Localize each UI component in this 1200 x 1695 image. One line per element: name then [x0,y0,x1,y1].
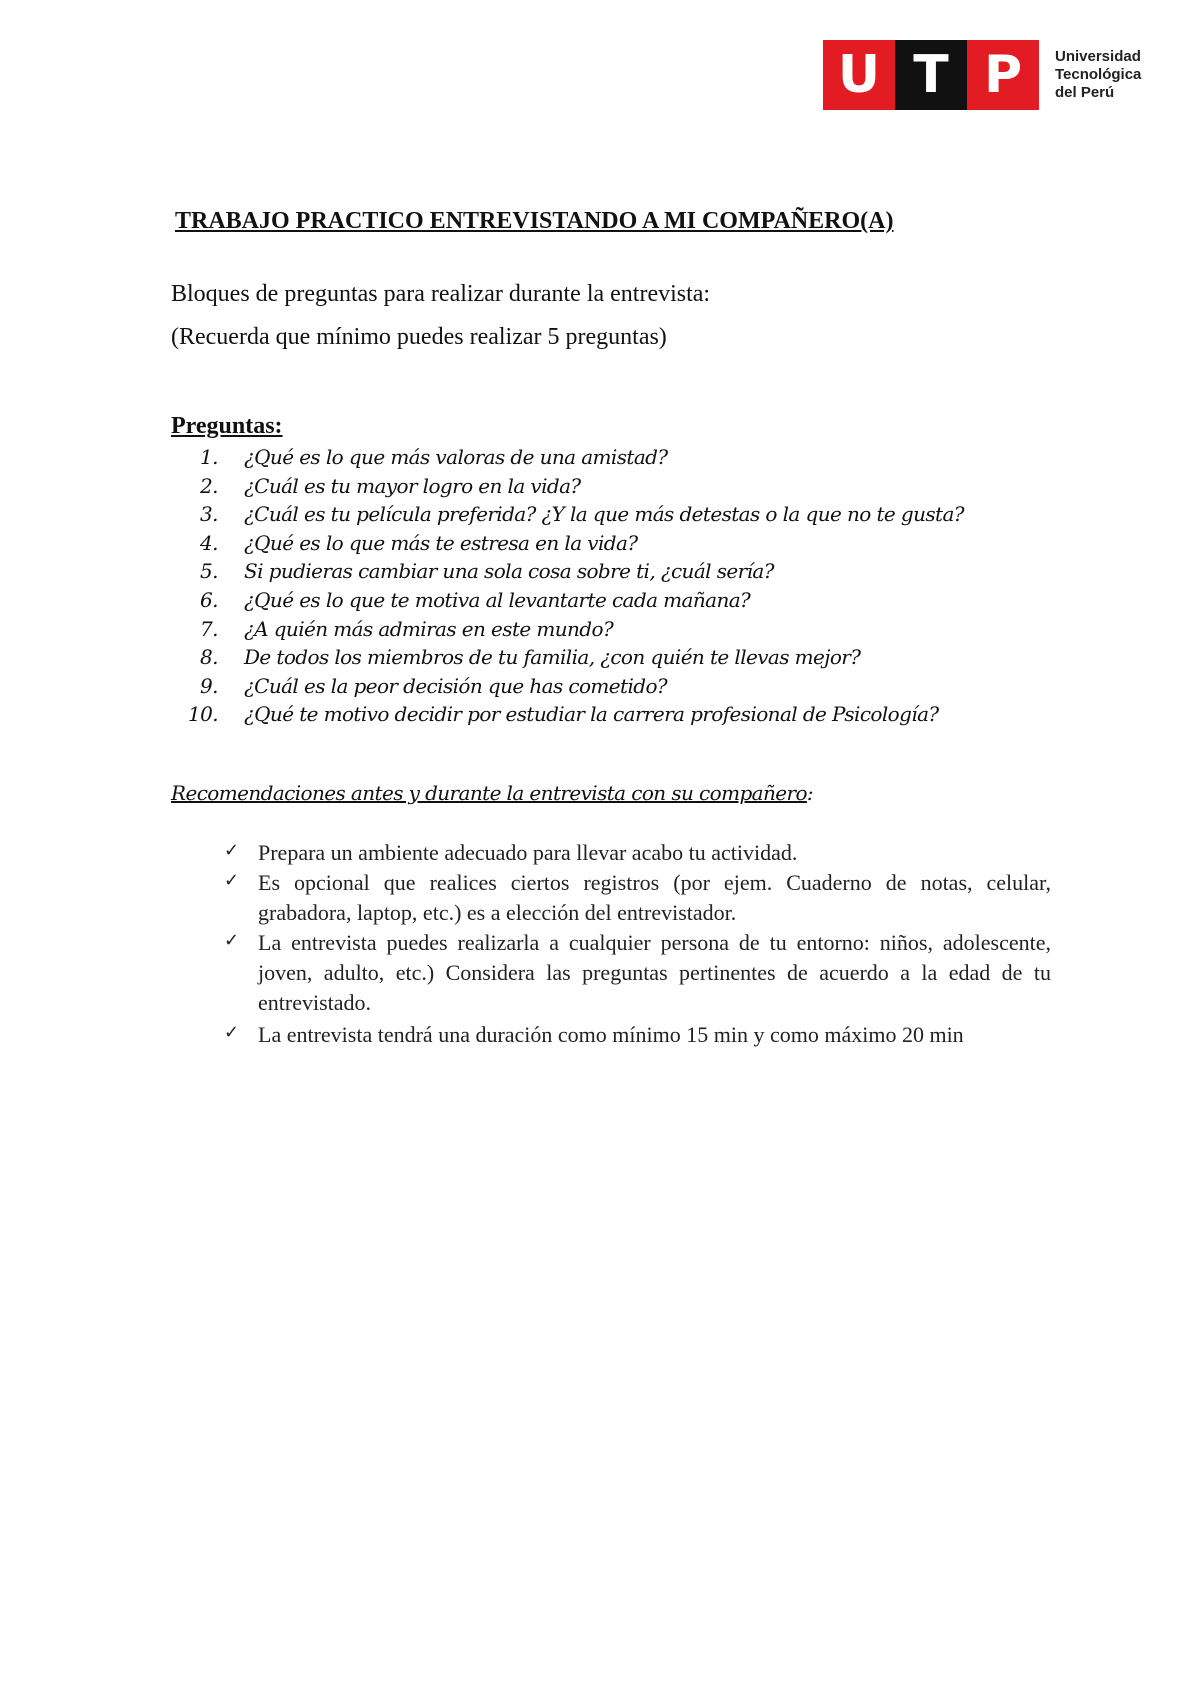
question-number: 7. [200,616,218,641]
logo-letter-u: U [823,40,895,110]
question-number: 10. [188,702,219,727]
checkmark-icon: ✓ [224,870,240,891]
recommendation-text: La entrevista puedes realizarla a cualquier persona de tu entorno: niños, adolescente, joven, adulto, etc.) Considera las preguntas pertinentes de acuerdo a la edad de tu entrevistado. [258,930,1051,1015]
question-number: 4. [200,530,218,555]
question-item [200,443,964,472]
question-text: ¿A quién más admiras en este mundo? [244,616,614,641]
recommendation-item [224,928,1051,1018]
checkmark-icon: ✓ [224,1022,240,1043]
recommendations-list [224,838,1051,1050]
logo-university-name [1055,48,1141,102]
question-text: ¿Qué es lo que más valoras de una amistad? [244,445,668,469]
logo-name-line: Tecnológica [1055,66,1142,83]
question-text: ¿Qué es lo que más te estresa en la vida? [244,530,638,555]
logo-letter-p: P [967,40,1039,110]
question-number: 1. [200,445,218,469]
checkmark-icon: ✓ [224,840,240,861]
question-text: ¿Qué te motivo decidir por estudiar la carrera profesional de Psicología? [244,702,939,727]
question-text: ¿Qué es lo que te motiva al levantarte cada mañana? [244,587,751,612]
recommendation-text: Prepara un ambiente adecuado para llevar acabo tu actividad. [258,840,798,865]
question-item [200,643,964,672]
recommendations-heading [171,781,813,805]
question-item [200,672,964,701]
document-title: TRABAJO PRACTICO ENTREVISTANDO A MI COMPAÑERO(A) [175,208,894,234]
question-text: De todos los miembros de tu familia, ¿con quién te llevas mejor? [244,645,861,670]
recommendation-item [224,1020,1051,1050]
question-item [200,586,964,615]
question-item [188,700,964,729]
recommendation-text: Es opcional que realices ciertos registros (por ejem. Cuaderno de notas, celular, grabadora, laptop, etc.) es a elección del entrevistador. [258,870,1051,925]
questions-heading: Preguntas: [171,413,283,439]
logo-name-line: Universidad [1055,48,1141,65]
question-item [200,529,964,558]
question-item [200,472,964,501]
question-text: Si pudieras cambiar una sola cosa sobre ti, ¿cuál sería? [244,559,774,584]
recommendations-heading-text: Recomendaciones antes y durante la entrevista con su compañero [171,781,807,805]
question-item [200,615,964,644]
intro-block [171,273,710,359]
intro-line: Bloques de preguntas para realizar durante la entrevista: [171,281,711,307]
question-text: ¿Cuál es la peor decisión que has cometido? [244,673,668,698]
question-number: 8. [200,645,218,670]
question-item [200,500,964,529]
checkmark-icon: ✓ [224,930,240,951]
logo-name-line: del Perú [1055,84,1115,101]
question-text: ¿Cuál es tu mayor logro en la vida? [244,473,581,498]
logo-letter-t: T [895,40,967,110]
questions-list [188,443,964,729]
question-number: 2. [200,473,218,498]
question-number: 3. [200,502,218,527]
question-number: 9. [200,673,218,698]
recommendation-text: La entrevista tendrá una duración como mínimo 15 min y como máximo 20 min [258,1022,964,1047]
recommendations-heading-colon: : [806,781,814,805]
intro-note: (Recuerda que mínimo puedes realizar 5 preguntas) [171,324,667,350]
utp-logo [823,40,1141,110]
question-text: ¿Cuál es tu película preferida? ¿Y la que más detestas o la que no te gusta? [244,502,964,527]
recommendation-item [224,868,1051,928]
question-number: 5. [200,559,218,584]
question-number: 6. [200,587,218,612]
recommendation-item [224,838,1051,868]
question-item [200,557,964,586]
